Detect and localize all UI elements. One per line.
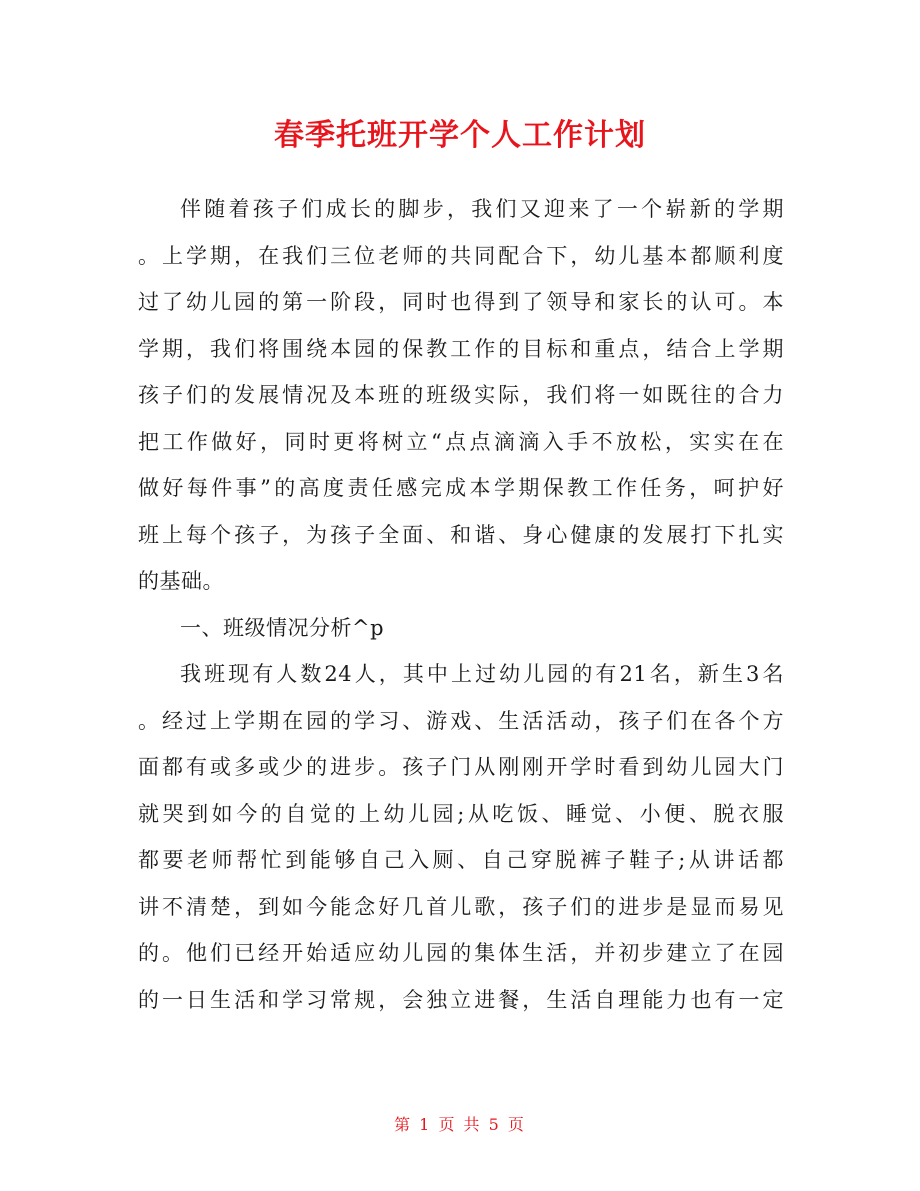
- body-line: 就哭到如今的自觉的上幼儿园;从吃饭、睡觉、小便、脱衣服: [138, 801, 784, 826]
- body-line: 都要老师帮忙到能够自己入厕、自己穿脱裤子鞋子;从讲话都: [138, 848, 784, 872]
- body-line: 孩子们的发展情况及本班的班级实际，我们将一如既往的合力: [138, 383, 784, 407]
- body-line: 班上每个孩子，为孩子全面、和谐、身心健康的发展打下扎实: [138, 522, 784, 547]
- section-heading: 一、班级情况分析^p: [180, 615, 385, 640]
- body-line: 做好每件事”的高度责任感完成本学期保教工作任务，呵护好: [138, 476, 784, 500]
- body-line: 伴随着孩子们成长的脚步，我们又迎来了一个崭新的学期: [180, 197, 784, 221]
- body-line: 的一日生活和学习常规，会独立进餐，生活自理能力也有一定: [138, 987, 784, 1012]
- body-line: 我班现有人数24人，其中上过幼儿园的有21名，新生3名: [180, 662, 784, 686]
- body-line: 讲不清楚，到如今能念好几首儿歌，孩子们的进步是显而易见: [138, 894, 784, 919]
- page-title: 春季托班开学个人工作计划: [274, 118, 646, 153]
- body-line: 把工作做好，同时更将树立“点点滴滴入手不放松，实实在在: [138, 429, 784, 454]
- body-line: 过了幼儿园的第一阶段，同时也得到了领导和家长的认可。本: [138, 290, 784, 314]
- body-line: 学期，我们将围绕本园的保教工作的目标和重点，结合上学期: [138, 336, 784, 361]
- body-line: 。上学期，在我们三位老师的共同配合下，幼儿基本都顺利度: [138, 243, 784, 268]
- body-line: 面都有或多或少的进步。孩子门从刚刚开学时看到幼儿园大门: [138, 755, 784, 779]
- body-line: 。经过上学期在园的学习、游戏、生活活动，孩子们在各个方: [138, 708, 784, 733]
- page-number-footer: 第 1 页 共 5 页: [394, 1115, 526, 1134]
- body-line: 的。他们已经开始适应幼儿园的集体生活，并初步建立了在园: [138, 941, 784, 965]
- body-line: 的基础。: [138, 569, 224, 593]
- document-body: [138, 186, 784, 1023]
